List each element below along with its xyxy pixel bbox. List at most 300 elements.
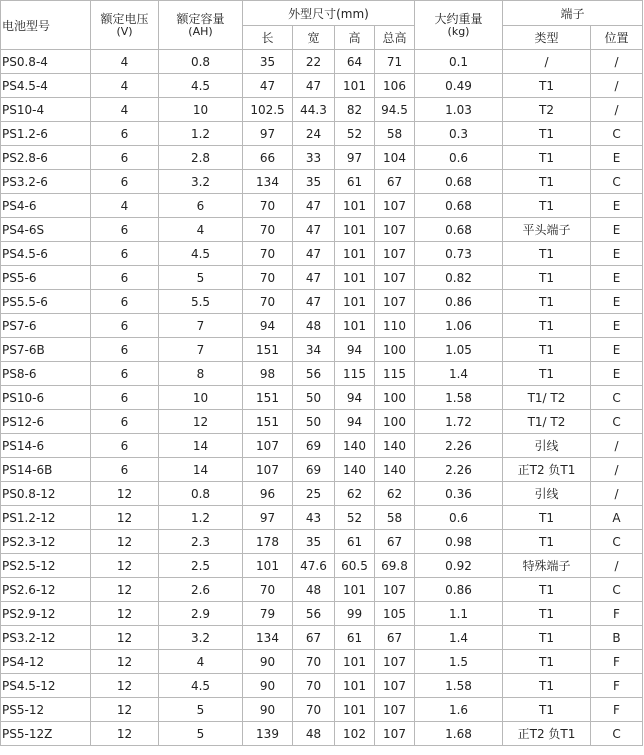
cell-total-height: 107 bbox=[375, 290, 415, 314]
cell-terminal-type: T1 bbox=[503, 266, 591, 290]
cell-height: 101 bbox=[335, 218, 375, 242]
cell-terminal-position: C bbox=[591, 170, 643, 194]
cell-model: PS2.6-12 bbox=[1, 578, 91, 602]
cell-voltage: 12 bbox=[91, 698, 159, 722]
cell-voltage: 6 bbox=[91, 170, 159, 194]
cell-voltage: 12 bbox=[91, 554, 159, 578]
table-row bbox=[1, 482, 643, 506]
cell-voltage: 12 bbox=[91, 674, 159, 698]
table-row bbox=[1, 314, 643, 338]
cell-length: 151 bbox=[243, 338, 293, 362]
cell-terminal-position: F bbox=[591, 698, 643, 722]
table-row bbox=[1, 362, 643, 386]
table-row bbox=[1, 122, 643, 146]
cell-total-height: 107 bbox=[375, 650, 415, 674]
cell-voltage: 6 bbox=[91, 218, 159, 242]
table-row bbox=[1, 578, 643, 602]
cell-width: 67 bbox=[293, 626, 335, 650]
cell-model: PS5-12Z bbox=[1, 722, 91, 746]
table-row bbox=[1, 458, 643, 482]
cell-capacity: 2.6 bbox=[159, 578, 243, 602]
cell-terminal-position: F bbox=[591, 602, 643, 626]
cell-terminal-position: B bbox=[591, 626, 643, 650]
cell-voltage: 6 bbox=[91, 290, 159, 314]
cell-voltage: 6 bbox=[91, 266, 159, 290]
cell-length: 107 bbox=[243, 458, 293, 482]
cell-terminal-position: / bbox=[591, 50, 643, 74]
cell-length: 97 bbox=[243, 506, 293, 530]
cell-capacity: 12 bbox=[159, 410, 243, 434]
table-row bbox=[1, 74, 643, 98]
cell-terminal-position: C bbox=[591, 722, 643, 746]
cell-total-height: 115 bbox=[375, 362, 415, 386]
cell-width: 70 bbox=[293, 674, 335, 698]
cell-terminal-type: / bbox=[503, 50, 591, 74]
table-row bbox=[1, 626, 643, 650]
cell-total-height: 107 bbox=[375, 698, 415, 722]
cell-length: 134 bbox=[243, 626, 293, 650]
cell-weight: 0.86 bbox=[415, 290, 503, 314]
table-row bbox=[1, 530, 643, 554]
cell-height: 101 bbox=[335, 698, 375, 722]
cell-capacity: 4 bbox=[159, 218, 243, 242]
col-header-dimensions: 外型尺寸(mm) bbox=[243, 1, 415, 26]
cell-capacity: 14 bbox=[159, 458, 243, 482]
cell-length: 70 bbox=[243, 578, 293, 602]
cell-model: PS2.9-12 bbox=[1, 602, 91, 626]
cell-width: 47 bbox=[293, 194, 335, 218]
cell-capacity: 2.8 bbox=[159, 146, 243, 170]
cell-total-height: 58 bbox=[375, 506, 415, 530]
cell-voltage: 12 bbox=[91, 506, 159, 530]
cell-weight: 0.73 bbox=[415, 242, 503, 266]
cell-width: 48 bbox=[293, 578, 335, 602]
table-row bbox=[1, 602, 643, 626]
cell-voltage: 12 bbox=[91, 482, 159, 506]
col-header-length: 长 bbox=[243, 26, 293, 50]
cell-weight: 0.36 bbox=[415, 482, 503, 506]
cell-model: PS10-4 bbox=[1, 98, 91, 122]
cell-model: PS2.5-12 bbox=[1, 554, 91, 578]
cell-weight: 1.4 bbox=[415, 362, 503, 386]
cell-terminal-type: T1 bbox=[503, 674, 591, 698]
cell-model: PS4.5-12 bbox=[1, 674, 91, 698]
cell-voltage: 6 bbox=[91, 338, 159, 362]
cell-model: PS7-6B bbox=[1, 338, 91, 362]
cell-terminal-position: C bbox=[591, 410, 643, 434]
cell-capacity: 1.2 bbox=[159, 506, 243, 530]
cell-width: 47 bbox=[293, 218, 335, 242]
cell-total-height: 107 bbox=[375, 242, 415, 266]
cell-length: 101 bbox=[243, 554, 293, 578]
cell-length: 97 bbox=[243, 122, 293, 146]
cell-weight: 1.05 bbox=[415, 338, 503, 362]
cell-terminal-position: C bbox=[591, 386, 643, 410]
cell-capacity: 4 bbox=[159, 650, 243, 674]
cell-terminal-position: C bbox=[591, 530, 643, 554]
cell-capacity: 4.5 bbox=[159, 674, 243, 698]
cell-terminal-position: E bbox=[591, 146, 643, 170]
cell-terminal-position: E bbox=[591, 218, 643, 242]
cell-weight: 1.4 bbox=[415, 626, 503, 650]
col-header-width: 宽 bbox=[293, 26, 335, 50]
cell-terminal-type: T1 bbox=[503, 578, 591, 602]
cell-width: 47 bbox=[293, 242, 335, 266]
cell-terminal-type: T1 bbox=[503, 74, 591, 98]
cell-terminal-position: / bbox=[591, 554, 643, 578]
cell-terminal-type: 引线 bbox=[503, 482, 591, 506]
cell-height: 62 bbox=[335, 482, 375, 506]
cell-total-height: 105 bbox=[375, 602, 415, 626]
cell-voltage: 12 bbox=[91, 602, 159, 626]
cell-terminal-type: T1 bbox=[503, 146, 591, 170]
cell-terminal-position: F bbox=[591, 650, 643, 674]
cell-weight: 0.68 bbox=[415, 170, 503, 194]
cell-terminal-position: E bbox=[591, 290, 643, 314]
cell-terminal-position: A bbox=[591, 506, 643, 530]
cell-model: PS5-12 bbox=[1, 698, 91, 722]
table-row bbox=[1, 98, 643, 122]
cell-voltage: 12 bbox=[91, 626, 159, 650]
cell-height: 115 bbox=[335, 362, 375, 386]
cell-capacity: 5 bbox=[159, 722, 243, 746]
cell-terminal-type: T1 bbox=[503, 242, 591, 266]
cell-total-height: 69.8 bbox=[375, 554, 415, 578]
cell-model: PS8-6 bbox=[1, 362, 91, 386]
cell-length: 47 bbox=[243, 74, 293, 98]
cell-height: 60.5 bbox=[335, 554, 375, 578]
cell-voltage: 6 bbox=[91, 458, 159, 482]
cell-height: 94 bbox=[335, 386, 375, 410]
cell-weight: 2.26 bbox=[415, 434, 503, 458]
cell-terminal-type: T1 bbox=[503, 506, 591, 530]
cell-height: 61 bbox=[335, 626, 375, 650]
table-row bbox=[1, 266, 643, 290]
cell-length: 102.5 bbox=[243, 98, 293, 122]
cell-length: 70 bbox=[243, 242, 293, 266]
cell-weight: 1.68 bbox=[415, 722, 503, 746]
cell-voltage: 6 bbox=[91, 386, 159, 410]
table-row bbox=[1, 242, 643, 266]
cell-total-height: 100 bbox=[375, 338, 415, 362]
cell-terminal-position: E bbox=[591, 194, 643, 218]
cell-weight: 0.6 bbox=[415, 506, 503, 530]
table-row bbox=[1, 434, 643, 458]
cell-terminal-position: C bbox=[591, 578, 643, 602]
cell-model: PS4-12 bbox=[1, 650, 91, 674]
cell-height: 101 bbox=[335, 242, 375, 266]
cell-terminal-type: T1 bbox=[503, 122, 591, 146]
cell-terminal-type: T1 bbox=[503, 290, 591, 314]
cell-capacity: 6 bbox=[159, 194, 243, 218]
cell-width: 50 bbox=[293, 410, 335, 434]
cell-height: 140 bbox=[335, 434, 375, 458]
table-row bbox=[1, 194, 643, 218]
col-header-voltage: 额定电压 (V) bbox=[91, 1, 159, 50]
cell-height: 94 bbox=[335, 338, 375, 362]
cell-total-height: 106 bbox=[375, 74, 415, 98]
cell-capacity: 3.2 bbox=[159, 170, 243, 194]
cell-width: 35 bbox=[293, 170, 335, 194]
cell-width: 69 bbox=[293, 434, 335, 458]
cell-terminal-position: C bbox=[591, 122, 643, 146]
cell-weight: 1.5 bbox=[415, 650, 503, 674]
cell-weight: 0.68 bbox=[415, 218, 503, 242]
cell-capacity: 2.9 bbox=[159, 602, 243, 626]
cell-total-height: 107 bbox=[375, 578, 415, 602]
cell-terminal-position: E bbox=[591, 314, 643, 338]
cell-terminal-type: 引线 bbox=[503, 434, 591, 458]
table-row bbox=[1, 338, 643, 362]
cell-weight: 1.58 bbox=[415, 386, 503, 410]
cell-terminal-position: / bbox=[591, 74, 643, 98]
table-row bbox=[1, 410, 643, 434]
cell-capacity: 5 bbox=[159, 698, 243, 722]
cell-total-height: 67 bbox=[375, 530, 415, 554]
cell-height: 101 bbox=[335, 290, 375, 314]
cell-height: 52 bbox=[335, 122, 375, 146]
cell-terminal-position: / bbox=[591, 482, 643, 506]
cell-model: PS2.8-6 bbox=[1, 146, 91, 170]
cell-voltage: 6 bbox=[91, 122, 159, 146]
cell-weight: 0.86 bbox=[415, 578, 503, 602]
cell-terminal-type: T1/ T2 bbox=[503, 386, 591, 410]
cell-height: 101 bbox=[335, 194, 375, 218]
col-header-terminal-position: 位置 bbox=[591, 26, 643, 50]
cell-height: 101 bbox=[335, 578, 375, 602]
cell-voltage: 12 bbox=[91, 650, 159, 674]
table-row bbox=[1, 50, 643, 74]
table-row bbox=[1, 554, 643, 578]
table-row bbox=[1, 386, 643, 410]
cell-length: 66 bbox=[243, 146, 293, 170]
col-header-terminal-type: 类型 bbox=[503, 26, 591, 50]
cell-terminal-type: T1 bbox=[503, 650, 591, 674]
cell-width: 47 bbox=[293, 290, 335, 314]
cell-weight: 0.3 bbox=[415, 122, 503, 146]
table-row bbox=[1, 146, 643, 170]
cell-weight: 0.68 bbox=[415, 194, 503, 218]
cell-total-height: 94.5 bbox=[375, 98, 415, 122]
cell-terminal-type: T1/ T2 bbox=[503, 410, 591, 434]
cell-height: 102 bbox=[335, 722, 375, 746]
cell-terminal-position: / bbox=[591, 434, 643, 458]
cell-voltage: 12 bbox=[91, 578, 159, 602]
cell-height: 97 bbox=[335, 146, 375, 170]
header-row-top bbox=[1, 1, 643, 26]
col-header-total-height: 总高 bbox=[375, 26, 415, 50]
cell-model: PS10-6 bbox=[1, 386, 91, 410]
cell-width: 43 bbox=[293, 506, 335, 530]
cell-height: 101 bbox=[335, 74, 375, 98]
cell-total-height: 107 bbox=[375, 218, 415, 242]
cell-weight: 1.1 bbox=[415, 602, 503, 626]
cell-total-height: 140 bbox=[375, 458, 415, 482]
cell-voltage: 12 bbox=[91, 722, 159, 746]
table-row bbox=[1, 506, 643, 530]
cell-voltage: 6 bbox=[91, 146, 159, 170]
cell-terminal-position: E bbox=[591, 362, 643, 386]
cell-terminal-type: T1 bbox=[503, 170, 591, 194]
cell-width: 56 bbox=[293, 602, 335, 626]
cell-length: 90 bbox=[243, 650, 293, 674]
cell-capacity: 2.3 bbox=[159, 530, 243, 554]
cell-model: PS1.2-12 bbox=[1, 506, 91, 530]
cell-voltage: 6 bbox=[91, 362, 159, 386]
cell-capacity: 7 bbox=[159, 338, 243, 362]
cell-terminal-type: 正T2 负T1 bbox=[503, 458, 591, 482]
cell-capacity: 0.8 bbox=[159, 482, 243, 506]
cell-length: 151 bbox=[243, 410, 293, 434]
cell-height: 61 bbox=[335, 530, 375, 554]
cell-capacity: 0.8 bbox=[159, 50, 243, 74]
cell-length: 90 bbox=[243, 674, 293, 698]
cell-terminal-type: 特殊端子 bbox=[503, 554, 591, 578]
cell-capacity: 10 bbox=[159, 98, 243, 122]
cell-length: 96 bbox=[243, 482, 293, 506]
cell-voltage: 6 bbox=[91, 314, 159, 338]
cell-model: PS14-6 bbox=[1, 434, 91, 458]
cell-width: 35 bbox=[293, 530, 335, 554]
table-row bbox=[1, 650, 643, 674]
cell-length: 79 bbox=[243, 602, 293, 626]
cell-height: 61 bbox=[335, 170, 375, 194]
table-row bbox=[1, 722, 643, 746]
cell-model: PS5-6 bbox=[1, 266, 91, 290]
cell-voltage: 4 bbox=[91, 74, 159, 98]
cell-voltage: 6 bbox=[91, 242, 159, 266]
cell-total-height: 140 bbox=[375, 434, 415, 458]
table-body bbox=[1, 50, 643, 746]
cell-model: PS12-6 bbox=[1, 410, 91, 434]
cell-weight: 1.58 bbox=[415, 674, 503, 698]
cell-height: 101 bbox=[335, 674, 375, 698]
cell-height: 140 bbox=[335, 458, 375, 482]
cell-terminal-type: T1 bbox=[503, 530, 591, 554]
cell-terminal-type: T1 bbox=[503, 602, 591, 626]
cell-capacity: 8 bbox=[159, 362, 243, 386]
cell-height: 82 bbox=[335, 98, 375, 122]
cell-width: 47.6 bbox=[293, 554, 335, 578]
cell-terminal-type: T2 bbox=[503, 98, 591, 122]
cell-weight: 0.82 bbox=[415, 266, 503, 290]
cell-length: 70 bbox=[243, 266, 293, 290]
cell-total-height: 110 bbox=[375, 314, 415, 338]
cell-total-height: 71 bbox=[375, 50, 415, 74]
cell-height: 64 bbox=[335, 50, 375, 74]
cell-capacity: 3.2 bbox=[159, 626, 243, 650]
col-header-height: 高 bbox=[335, 26, 375, 50]
cell-width: 22 bbox=[293, 50, 335, 74]
cell-weight: 1.06 bbox=[415, 314, 503, 338]
cell-terminal-type: T1 bbox=[503, 698, 591, 722]
cell-voltage: 4 bbox=[91, 194, 159, 218]
cell-total-height: 107 bbox=[375, 266, 415, 290]
cell-model: PS3.2-12 bbox=[1, 626, 91, 650]
cell-terminal-position: / bbox=[591, 98, 643, 122]
cell-voltage: 4 bbox=[91, 98, 159, 122]
cell-weight: 2.26 bbox=[415, 458, 503, 482]
cell-weight: 0.6 bbox=[415, 146, 503, 170]
cell-length: 151 bbox=[243, 386, 293, 410]
cell-total-height: 100 bbox=[375, 410, 415, 434]
cell-length: 139 bbox=[243, 722, 293, 746]
cell-width: 44.3 bbox=[293, 98, 335, 122]
cell-capacity: 1.2 bbox=[159, 122, 243, 146]
col-header-weight: 大约重量 (kg) bbox=[415, 1, 503, 50]
col-header-capacity: 额定容量 (AH) bbox=[159, 1, 243, 50]
cell-length: 107 bbox=[243, 434, 293, 458]
cell-capacity: 14 bbox=[159, 434, 243, 458]
cell-model: PS14-6B bbox=[1, 458, 91, 482]
table-row bbox=[1, 218, 643, 242]
cell-width: 69 bbox=[293, 458, 335, 482]
cell-capacity: 7 bbox=[159, 314, 243, 338]
cell-total-height: 100 bbox=[375, 386, 415, 410]
cell-width: 33 bbox=[293, 146, 335, 170]
cell-capacity: 2.5 bbox=[159, 554, 243, 578]
cell-width: 56 bbox=[293, 362, 335, 386]
cell-terminal-type: 平头端子 bbox=[503, 218, 591, 242]
cell-width: 50 bbox=[293, 386, 335, 410]
cell-total-height: 62 bbox=[375, 482, 415, 506]
cell-width: 24 bbox=[293, 122, 335, 146]
cell-terminal-position: E bbox=[591, 242, 643, 266]
cell-total-height: 104 bbox=[375, 146, 415, 170]
cell-width: 34 bbox=[293, 338, 335, 362]
cell-width: 25 bbox=[293, 482, 335, 506]
cell-height: 101 bbox=[335, 314, 375, 338]
cell-voltage: 4 bbox=[91, 50, 159, 74]
cell-width: 47 bbox=[293, 266, 335, 290]
cell-length: 98 bbox=[243, 362, 293, 386]
cell-terminal-position: E bbox=[591, 338, 643, 362]
cell-length: 70 bbox=[243, 194, 293, 218]
cell-model: PS1.2-6 bbox=[1, 122, 91, 146]
cell-capacity: 5 bbox=[159, 266, 243, 290]
cell-length: 70 bbox=[243, 290, 293, 314]
cell-model: PS0.8-12 bbox=[1, 482, 91, 506]
cell-total-height: 107 bbox=[375, 674, 415, 698]
cell-terminal-type: T1 bbox=[503, 362, 591, 386]
cell-weight: 1.72 bbox=[415, 410, 503, 434]
cell-terminal-type: T1 bbox=[503, 194, 591, 218]
col-header-terminal: 端子 bbox=[503, 1, 643, 26]
cell-terminal-position: F bbox=[591, 674, 643, 698]
cell-width: 48 bbox=[293, 722, 335, 746]
cell-terminal-type: T1 bbox=[503, 314, 591, 338]
cell-length: 70 bbox=[243, 218, 293, 242]
cell-weight: 1.6 bbox=[415, 698, 503, 722]
cell-length: 134 bbox=[243, 170, 293, 194]
cell-weight: 0.92 bbox=[415, 554, 503, 578]
cell-weight: 0.49 bbox=[415, 74, 503, 98]
cell-terminal-type: 正T2 负T1 bbox=[503, 722, 591, 746]
cell-length: 35 bbox=[243, 50, 293, 74]
cell-weight: 0.98 bbox=[415, 530, 503, 554]
cell-model: PS0.8-4 bbox=[1, 50, 91, 74]
cell-model: PS3.2-6 bbox=[1, 170, 91, 194]
cell-model: PS7-6 bbox=[1, 314, 91, 338]
table-row bbox=[1, 698, 643, 722]
cell-width: 47 bbox=[293, 74, 335, 98]
cell-width: 70 bbox=[293, 698, 335, 722]
cell-weight: 1.03 bbox=[415, 98, 503, 122]
cell-height: 99 bbox=[335, 602, 375, 626]
cell-model: PS5.5-6 bbox=[1, 290, 91, 314]
cell-total-height: 67 bbox=[375, 626, 415, 650]
cell-capacity: 5.5 bbox=[159, 290, 243, 314]
